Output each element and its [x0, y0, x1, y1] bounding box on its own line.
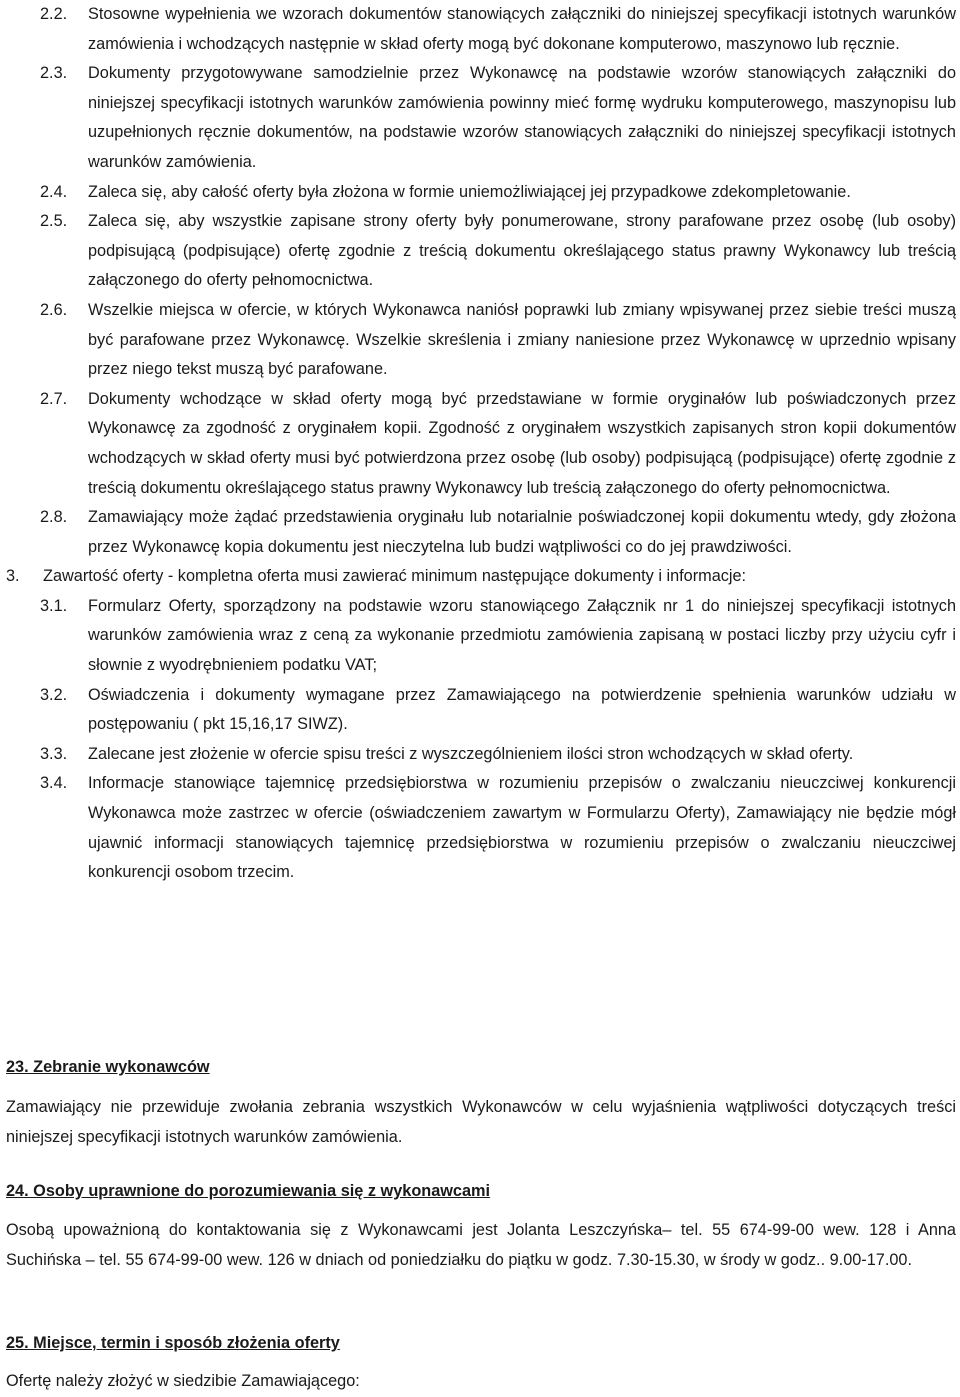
item-number: 2.5.	[40, 212, 68, 231]
item-text: Oświadczenia i dokumenty wymagane przez Zamawiającego na potwierdzenie spełnienia warunków udziału w postępowaniu ( pkt 15,16,17 SIWZ).	[88, 685, 956, 734]
subsection-2-4	[40, 178, 956, 208]
item-number: 2.7.	[40, 389, 68, 408]
subsection-2-6	[40, 296, 956, 385]
section-23-heading: 23. Zebranie wykonawców	[6, 1058, 210, 1076]
section-25-heading: 25. Miejsce, termin i sposób złożenia oferty	[6, 1334, 340, 1352]
section-23-text: Zamawiający nie przewiduje zwołania zebrania wszystkich Wykonawców w celu wyjaśnienia wątpliwości dotyczących treści niniejszej specyfikacji istotnych warunków zamówienia.	[6, 1098, 956, 1146]
item-number: 2.6.	[40, 300, 68, 319]
item-text: Informacje stanowiące tajemnicę przedsiębiorstwa w rozumieniu przepisów o zwalczaniu nieuczciwej konkurencji Wykonawca może zastrzec w ofercie (oświadczeniem zawartym w Formularzu Oferty), Zamawiający nie będzie mógł ujawnić informacji stanowiących tajemnicę przedsiębiorstwa w rozumieniu przepisów o zwalczaniu nieuczciwej konkurencji osobom trzecim.	[88, 774, 956, 882]
item-text: Stosowne wypełnienia we wzorach dokumentów stanowiących załączniki do niniejszej specyfikacji istotnych warunków zamówienia i wchodzących następnie w skład oferty mogą być dokonane komputerowo, maszynowo lub ręcznie.	[88, 5, 956, 53]
subsection-3-4	[40, 769, 956, 887]
section-3	[6, 562, 956, 592]
section-24-heading: 24. Osoby uprawnione do porozumiewania się z wykonawcami	[6, 1182, 491, 1200]
item-number: 3.1.	[40, 596, 68, 615]
section-24-text: Osobą upoważnioną do kontaktowania się z Wykonawcami jest Jolanta Leszczyńska– tel. 55 674-99-00 wew. 128 i Anna Suchińska – tel. 55 674-99-00 wew. 126 w dniach od poniedziałku do piątku w godz. 7.30-15.30, w środy w godz.. 9.00-17.00.	[6, 1221, 956, 1269]
subsection-3-3	[40, 740, 956, 770]
item-text: Zalecane jest złożenie w ofercie spisu treści z wyszczególnieniem ilości stron wchodzących w skład oferty.	[88, 744, 854, 763]
item-text: Dokumenty wchodzące w skład oferty mogą być przedstawiane w formie oryginałów lub poświadczonych przez Wykonawcę za zgodność z oryginałem kopii. Zgodność z oryginałem wszystkich zapisanych stron kopii dokumentów wchodzących w skład oferty musi być potwierdzona przez osobę (lub osoby) podpisującą (podpisujące) ofertę zgodnie z treścią dokumentu określającego status prawny Wykonawcy lub treścią załączonego do oferty pełnomocnictwa.	[88, 389, 956, 497]
subsection-2-7	[40, 385, 956, 503]
subsection-2-3	[40, 59, 956, 177]
item-number: 2.4.	[40, 182, 68, 201]
subsection-2-2	[40, 0, 956, 59]
item-number: 2.3.	[40, 64, 68, 83]
item-text: Zamawiający może żądać przedstawienia oryginału lub notarialnie poświadczonej kopii dokumentu wtedy, gdy złożona przez Wykonawcę kopia dokumentu jest nieczytelna lub budzi wątpliwości co do jej prawdziwości.	[88, 508, 956, 556]
item-text: Zaleca się, aby wszystkie zapisane strony oferty były ponumerowane, strony parafowane przez osobę (lub osoby) podpisującą (podpisujące) ofertę zgodnie z treścią dokumentu określającego status prawny Wykonawcy lub treścią załączonego do oferty pełnomocnictwa.	[88, 212, 956, 290]
subsection-2-8	[40, 503, 956, 562]
item-text: Formularz Oferty, sporządzony na podstawie wzoru stanowiącego Załącznik nr 1 do niniejszej specyfikacji istotnych warunków zamówienia wraz z ceną za wykonanie przedmiotu zamówienia zapisaną w postaci liczby przy użyciu cyfr i słownie z wyodrębnieniem podatku VAT;	[88, 596, 956, 675]
item-number: 3.	[6, 567, 20, 586]
item-text: Zaleca się, aby całość oferty była złożona w formie uniemożliwiającej jej przypadkowe zdekompletowanie.	[88, 182, 851, 201]
item-text: Zawartość oferty - kompletna oferta musi zawierać minimum następujące dokumenty i informacje:	[43, 567, 747, 586]
item-number: 3.3.	[40, 744, 68, 763]
item-number: 2.8.	[40, 508, 68, 527]
item-text: Wszelkie miejsca w ofercie, w których Wykonawca naniósł poprawki lub zmiany wpisywanej przez siebie treści muszą być parafowane przez Wykonawcę. Wszelkie skreślenia i zmiany naniesione przez Wykonawcę w uprzednio wpisany przez niego tekst muszą być parafowane.	[88, 300, 956, 379]
section-25-text: Ofertę należy złożyć w siedzibie Zamawiającego:	[6, 1372, 360, 1390]
item-number: 3.4.	[40, 774, 68, 793]
subsection-3-2	[40, 681, 956, 740]
item-number: 2.2.	[40, 5, 68, 23]
item-text: Dokumenty przygotowywane samodzielnie przez Wykonawcę na podstawie wzorów stanowiących załączniki do niniejszej specyfikacji istotnych warunków zamówienia powinny mieć formę wydruku komputerowego, maszynopisu lub uzupełnionych ręcznie dokumentów, na podstawie wzorów stanowiących załączniki do niniejszej specyfikacji istotnych warunków zamówienia.	[88, 64, 956, 171]
item-number: 3.2.	[40, 685, 68, 704]
subsection-3-1	[40, 592, 956, 681]
subsection-2-5	[40, 207, 956, 296]
